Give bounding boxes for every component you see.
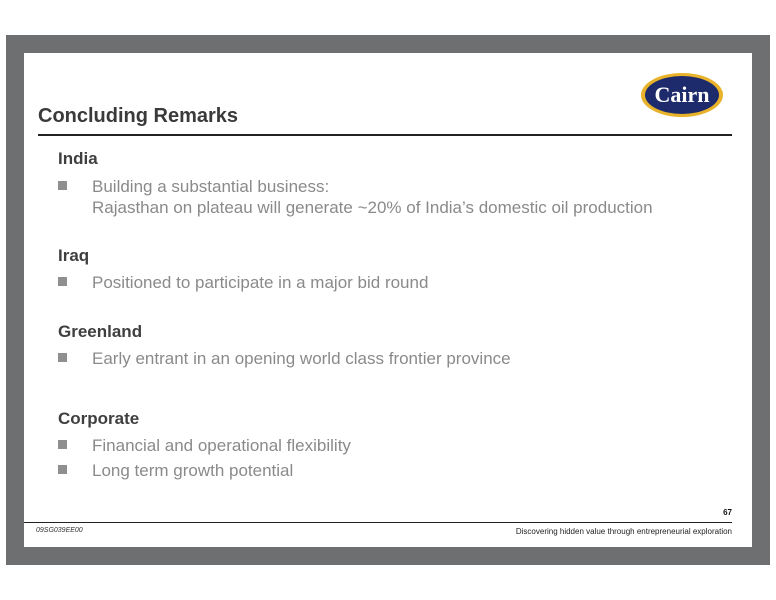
bullet-text: Long term growth potential	[92, 461, 294, 480]
bullet-marker	[58, 277, 67, 286]
bullet-marker	[58, 181, 67, 190]
bullet-text: Rajasthan on plateau will generate ~20% of India’s domestic oil production	[92, 198, 653, 217]
bullet-marker	[58, 465, 67, 474]
cairn-logo	[640, 72, 724, 118]
bullet-text: Early entrant in an opening world class frontier province	[92, 349, 511, 368]
bullet-text: Building a substantial business:	[92, 177, 330, 196]
bullet-text: Positioned to participate in a major bid round	[92, 273, 429, 292]
bullet-marker	[58, 440, 67, 449]
section-heading-greenland: Greenland	[58, 322, 143, 341]
section-heading-corporate: Corporate	[58, 409, 140, 428]
bullet-marker	[58, 353, 67, 362]
footer-divider	[24, 522, 732, 523]
section-heading-india: India	[58, 149, 98, 168]
bullet-text: Financial and operational flexibility	[92, 436, 351, 455]
title-divider	[38, 134, 732, 136]
svg-text:Cairn: Cairn	[654, 82, 710, 107]
page-title: Concluding Remarks	[38, 105, 239, 127]
section-heading-iraq: Iraq	[58, 246, 90, 265]
footer-tagline: Discovering hidden value through entrepreneurial exploration	[515, 527, 732, 536]
page-number: 67	[723, 508, 732, 517]
footer-document-code: 09SG039EE00	[36, 527, 83, 534]
slide	[24, 53, 752, 547]
